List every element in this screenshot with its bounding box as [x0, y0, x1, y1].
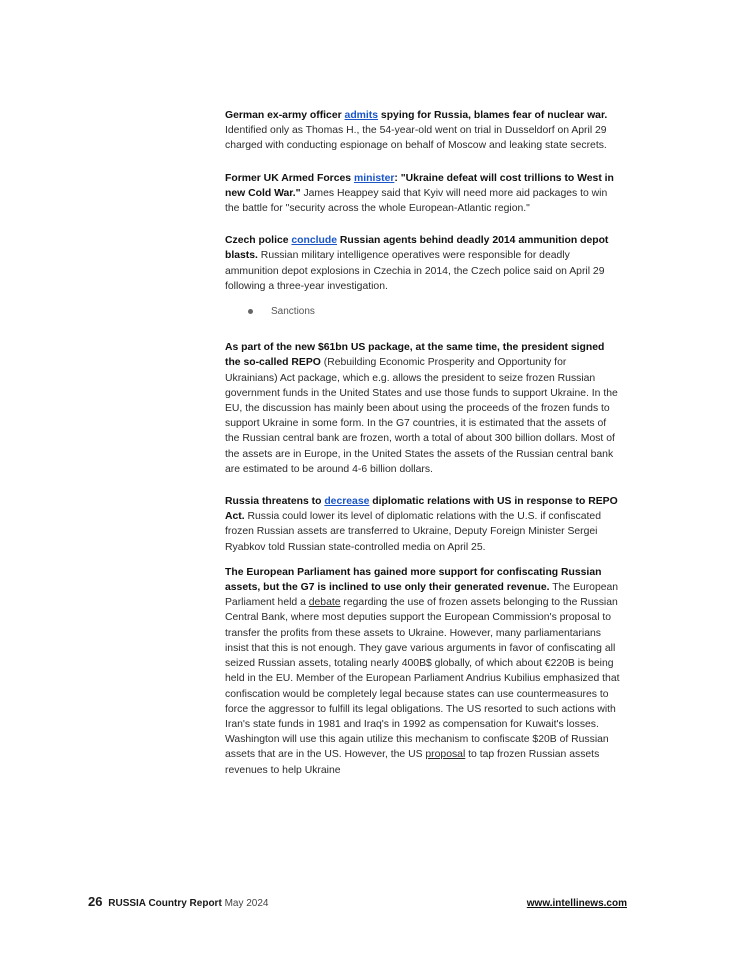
- article-uk-minister: [225, 171, 621, 217]
- article-body: James Heappey said that Kyiv will need more aid packages to win the battle for "security across the whole European-Atlantic region.": [225, 187, 608, 215]
- website-link[interactable]: www.intellinews.com: [526, 898, 627, 909]
- section-heading-sanctions: Sanctions: [271, 306, 315, 318]
- article-repo-act: [225, 340, 621, 477]
- article-link-decrease[interactable]: decrease: [324, 496, 370, 508]
- article-body: Russia could lower its level of diplomatic relations with the U.S. if confiscated frozen Russian assets are transferred to Ukraine, Deputy Foreign Minister Sergei Ryabkov told Russian state-controlled media on April 25.: [225, 511, 601, 553]
- footer-left: [88, 894, 268, 909]
- headline: Russian agents behind deadly 2014 ammunition depot blasts.: [225, 235, 609, 262]
- article-espionage: [225, 108, 621, 154]
- headline: spying for Russia, blames fear of nuclear war.: [378, 110, 608, 121]
- headline: : "Ukraine defeat will cost trillions to West in new Cold War.": [225, 172, 614, 199]
- section-bullet: [225, 304, 621, 319]
- article-russia-threat: [225, 494, 621, 555]
- headline: Czech police: [225, 235, 292, 247]
- page-number: 26: [88, 894, 103, 909]
- article-link-admits[interactable]: admits: [344, 110, 379, 121]
- headline: Former UK Armed Forces: [225, 172, 354, 184]
- report-date: May 2024: [224, 898, 269, 909]
- article-body: to tap frozen Russian assets revenues to help Ukraine: [225, 749, 600, 776]
- headline: German ex-army officer: [225, 110, 345, 121]
- article-link-minister[interactable]: minister: [353, 172, 395, 184]
- article-link-debate[interactable]: debate: [308, 597, 341, 609]
- article-body: Identified only as Thomas H., the 54-year-old went on trial in Dusseldorf on April 29 charged with conducting espionage on behalf of Moscow and leaking state secrets.: [225, 125, 607, 152]
- headline: Russia threatens to: [225, 496, 325, 508]
- bullet-icon: [248, 309, 253, 314]
- report-title: RUSSIA Country Report: [108, 898, 222, 909]
- page-content: [225, 108, 621, 795]
- headline: diplomatic relations with US in response to REPO Act.: [225, 496, 618, 523]
- headline: As part of the new $61bn US package, at the same time, the president signed the so-called REPO: [225, 342, 605, 369]
- article-european-parliament: [225, 565, 621, 778]
- headline: The European Parliament has gained more support for confiscating Russian assets, but the G7 is inclined to use only their generated revenue.: [225, 566, 602, 594]
- article-body: (Rebuilding Economic Prosperity and Opportunity for Ukrainians) Act package, which e.g. allows the president to seize frozen Russian government funds in the United States and use those funds to support Ukraine. In the EU, the discussion has mainly been about using the proceeds of the frozen funds to support Ukraine in some form. In the G7 countries, it is estimated that the assets of the Russian central bank are frozen, worth a total of about 300 billion dollars. Most of the assets are in Europe, in the United States the assets of the Russian central bank are estimated to be around 4-6 billion dollars.: [225, 357, 618, 475]
- article-link-conclude[interactable]: conclude: [291, 235, 338, 247]
- page-footer: [88, 894, 627, 909]
- article-czech-police: [225, 233, 621, 294]
- article-body: regarding the use of frozen assets belonging to the Russian Central Bank, where most deputies support the European Commission's proposal to transfer the profits from these assets to Ukraine. However, many parliamentarians insist that this is not enough. They gave various arguments in favor of confiscating all seized Russian assets, totaling nearly 400B$ globally, of which about €220B is being held in the EU. Member of the European Parliament Andrius Kubilius emphasized that confiscation would be completely legal because states can use countermeasures to force the aggressor to fulfill its legal obligations. The US resorted to such actions with Iran's state funds in 1981 and Iraq's in 1992 as compensation for Kuwait's losses. Washington will use this again utilize this mechanism to confiscate $20B of Russian assets that are in the US. However, the US: [225, 597, 620, 761]
- article-link-proposal[interactable]: proposal: [425, 749, 466, 761]
- article-body: The European Parliament held a: [225, 582, 619, 609]
- article-body: Russian military intelligence operatives were responsible for deadly ammunition depot explosions in Czechia in 2014, the Czech police said on April 29 following a three-year investigation.: [225, 250, 605, 292]
